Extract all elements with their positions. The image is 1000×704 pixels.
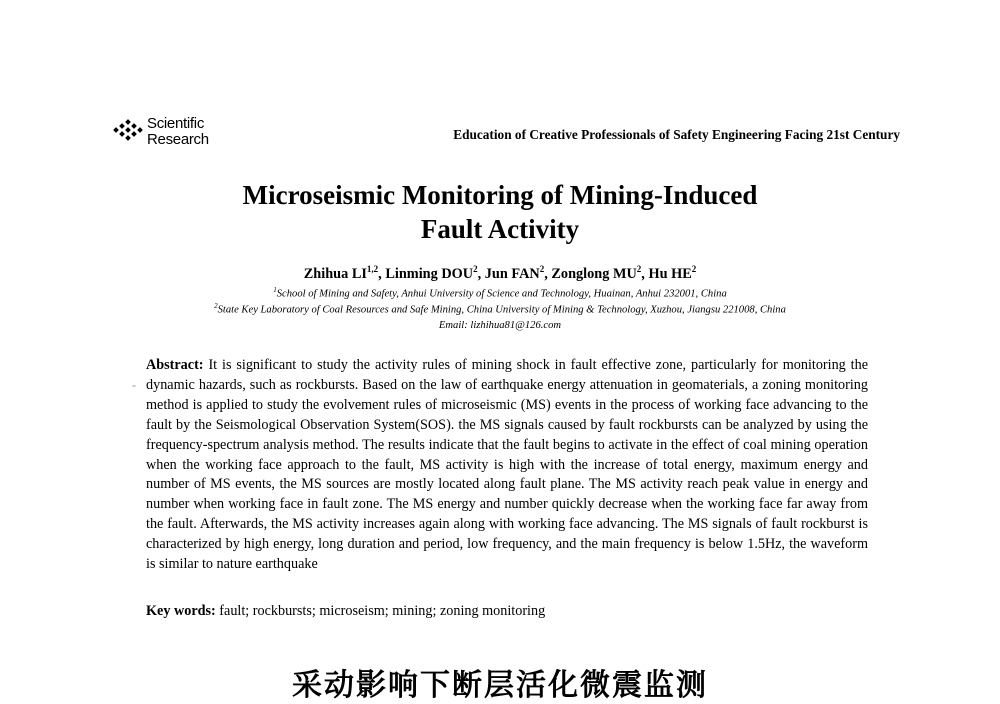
keywords-text: fault; rockbursts; microseism; mining; zoning monitoring [219,603,546,619]
title-line-2: Fault Activity [420,214,580,244]
keywords-label: Key words: [146,603,216,619]
keywords [146,603,545,620]
publisher-logo [110,116,209,148]
abstract [146,356,868,575]
author-list [0,264,1000,283]
author: Hu $HE^2$ [648,264,697,282]
abstract-text: It is significant to study the activity rules of mining shock in fault effective zone, particularly for monitoring the dynamic hazards, such as rockbursts. Based on the law of earthquake energy attenuation in geomaterials, a zoning monitoring method is applied to study the evolvement rules of microseismic (MS) events in the process of working face advancing to the fault by the Seismological Observation System(SOS). the MS signals caused by fault rockbursts can be analyzed by using the frequency-spectrum analysis method. The results indicate that the fault begins to activate in the effect of coal mining operation when the working face approach to the fault, MS activity is high with the increase of total energy, maximum energy and number of MS events, the MS sources are mostly located along fault plane. The MS activity reach peak value in energy and number when working face in fault zone. The MS energy and number quickly decrease when the working face far away from the fault. Afterwards, the MS activity increases again along with working face advancing. The MS signals of fault rockburst is characterized by high energy, long duration and period, low frequency, and the main frequency is below 1.5Hz, the waveform is similar to nature earthquake [146,357,869,573]
affiliation-1: $^1$School of Mining and Safety, Anhui University of Science and Technology, Huainan, Anhui 232001, China [273,286,727,300]
author: Linming DOU$^2$, [385,264,485,282]
author: Zonglong $MU^2$, [551,264,649,282]
affiliation-2: $^2$State Key Laboratory of Coal Resources and Safe Mining, China University of Mining & Technology, Xuzhou, Jiangsu 221008, China [214,302,786,316]
logo-line-2: Research [147,131,209,148]
abstract-label: Abstract: [146,357,204,373]
scan-mark: - [132,378,136,392]
chinese-title: 采动影响下断层活化微震监测 [292,668,708,703]
journal-header: Education of Creative Professionals of Safety Engineering Facing 21st Century [453,127,900,142]
title-line-1: Microseismic Monitoring of Mining-Induced [242,180,758,210]
author: Jun FAN$^2$, [484,264,552,282]
author: Zhihua LI$^{1,2}$, [303,264,386,282]
logo-line-1: Scientific [147,115,205,132]
scientific-research-logo-icon [110,118,146,146]
contact-email: Email: lizhihua81@126.com [438,320,562,331]
paper-title [0,178,1000,246]
